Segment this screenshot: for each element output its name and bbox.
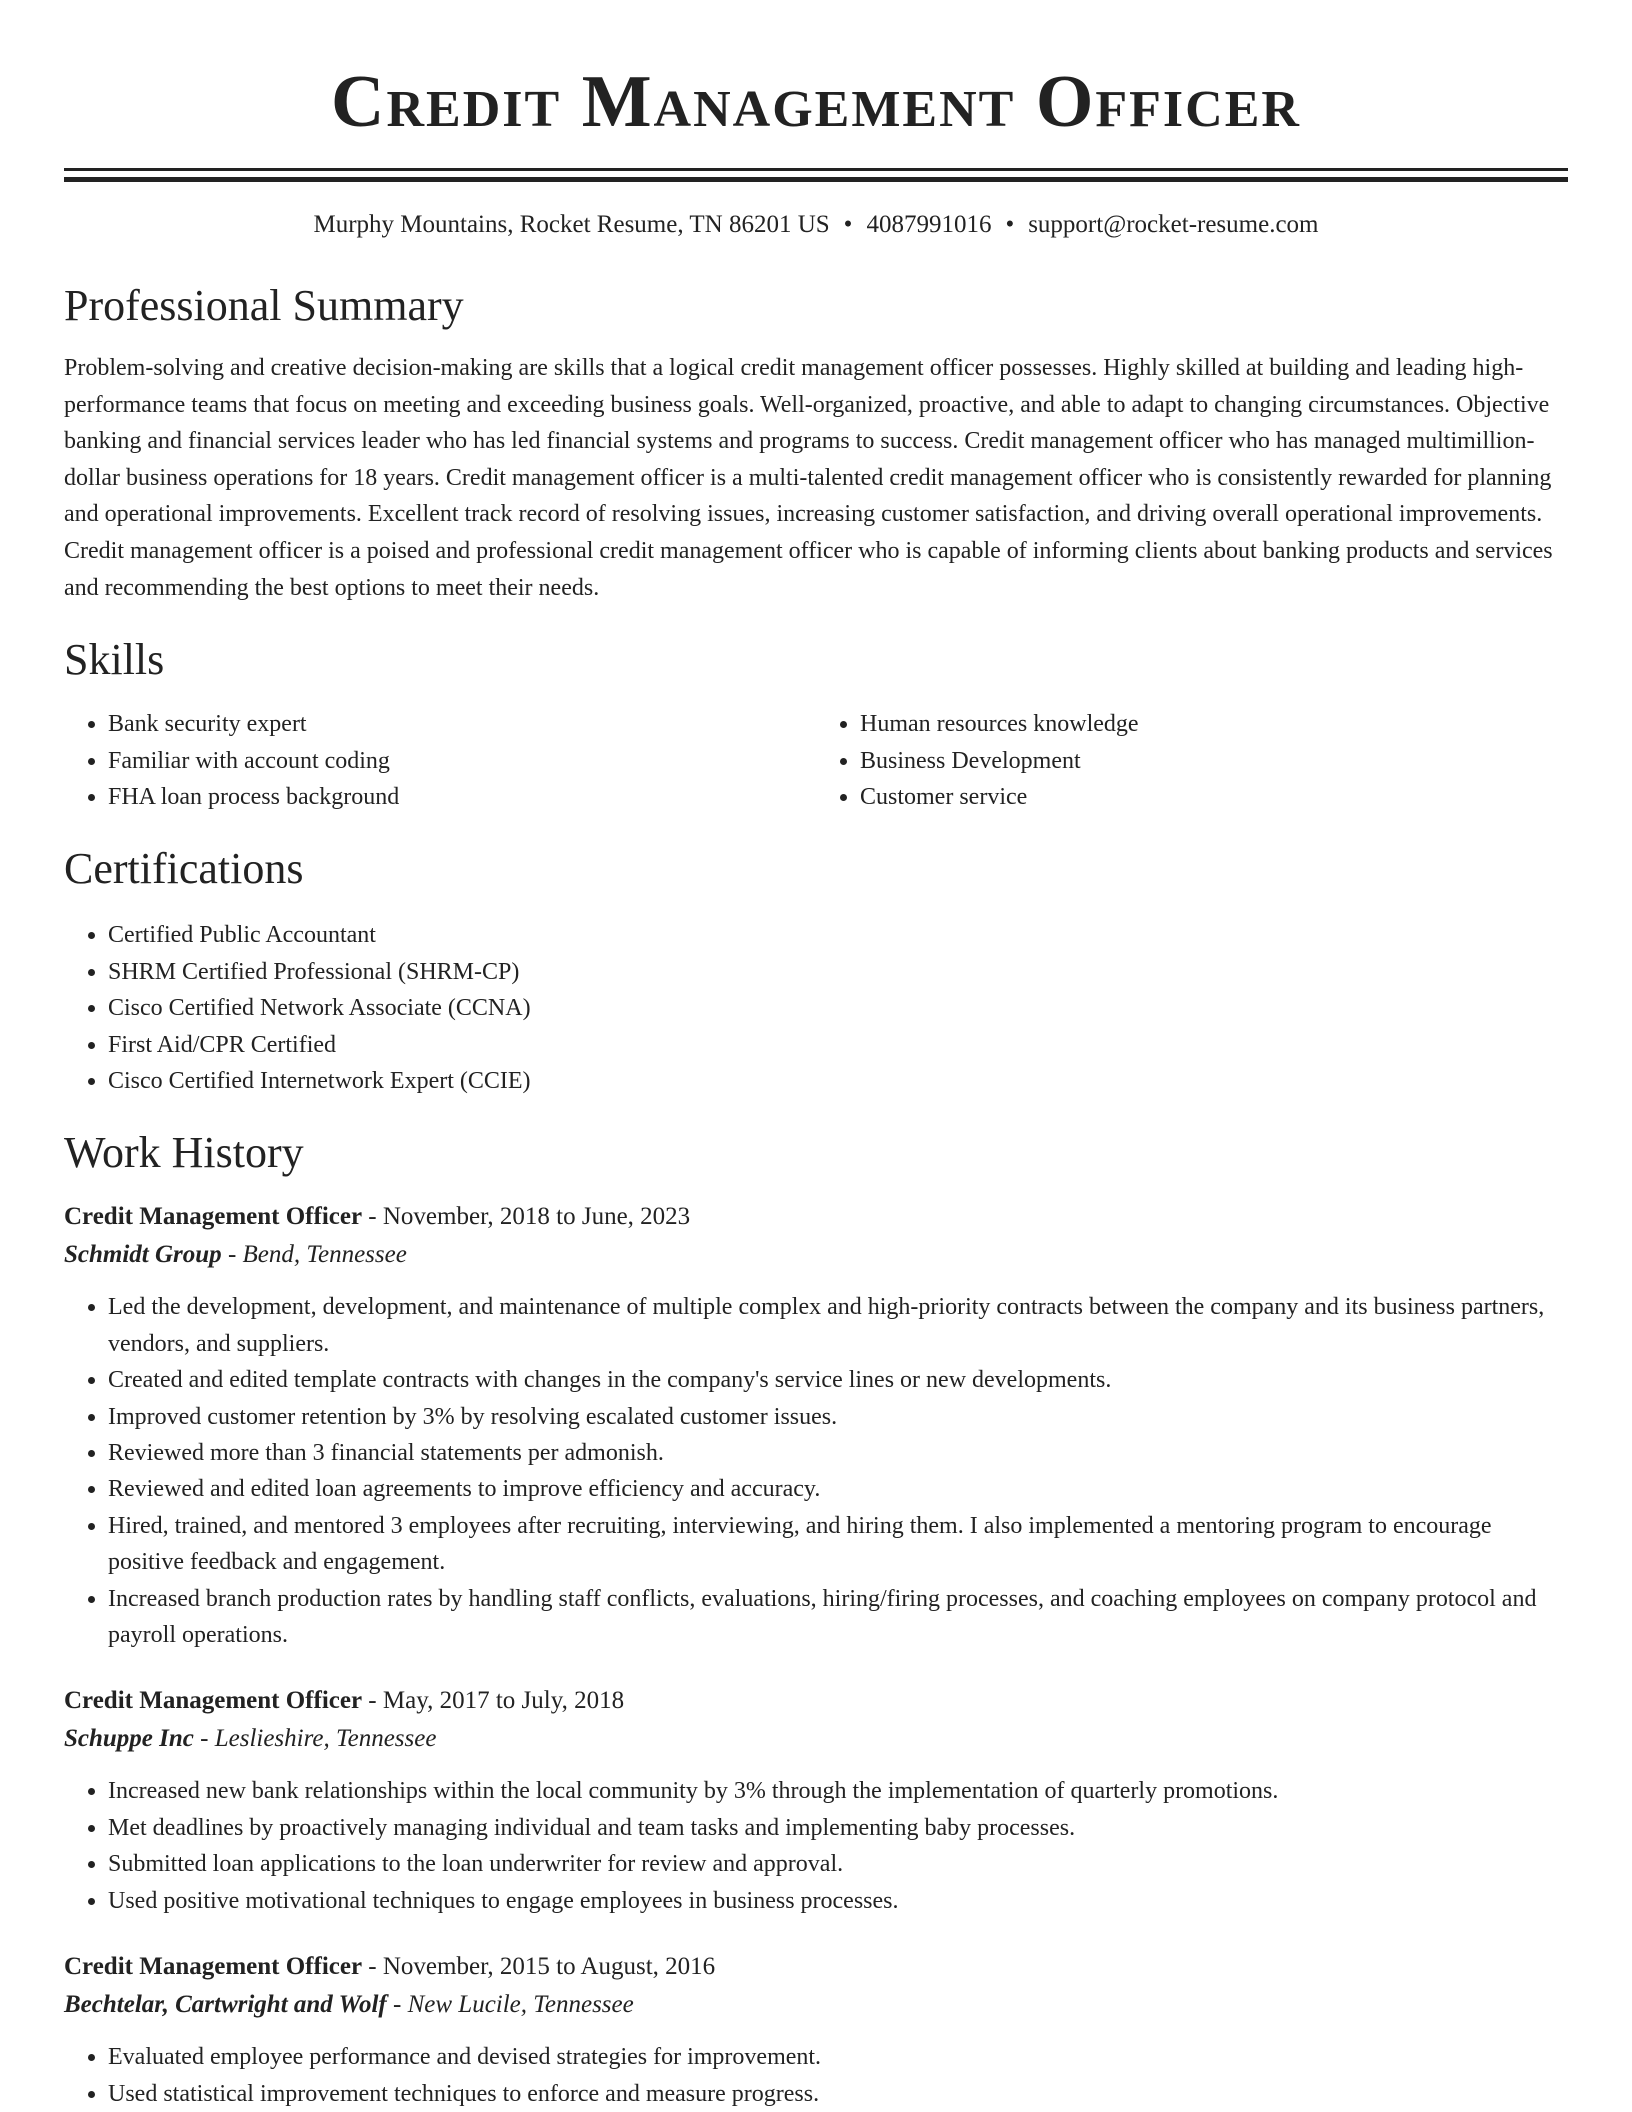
job-company: Schuppe Inc [64, 1725, 194, 1753]
job-company-line [64, 1985, 1568, 2025]
summary-text: Problem-solving and creative decision-making are skills that a logical credit management officer possesses. Highly skilled at building and leading high-performance teams that focus on meeting and exceeding business goals. Well-organized, proactive, and able to adapt to changing circumstances. Objective banking and financial services leader who has led financial systems and programs to success. Credit management officer who has managed multimillion-dollar business operations for 18 years. Credit management officer is a multi-talented credit management officer who is consistently rewarded for planning and operational improvements. Excellent track record of resolving issues, increasing customer satisfaction, and driving overall operational improvements. Credit management officer is a poised and professional credit management officer who is capable of informing clients about banking products and services and recommending the best options to meet their needs. [64, 355, 1553, 601]
summary-heading: Professional Summary [64, 281, 464, 330]
job-bullet: • Increased new bank relationships within the local community by 3% through the implementation of quarterly promotions. [108, 1773, 1568, 1809]
job-bullet: • Hired, trained, and mentored 3 employees after recruiting, interviewing, and hiring them. I also implemented a mentoring program to encourage positive feedback and engagement. [108, 1508, 1568, 1581]
certification-item: • Cisco Certified Network Associate (CCNA) [108, 990, 1568, 1026]
job-bullet: • Submitted loan applications to the loan underwriter for review and approval. [108, 1846, 1568, 1882]
job-dates: - November, 2015 to August, 2016 [362, 1953, 716, 1981]
skill-item: • Familiar with account coding [108, 743, 816, 779]
job-company: Bechtelar, Cartwright and Wolf [64, 1991, 387, 2019]
job-bullet: • Led the development, development, and maintenance of multiple complex and high-priority contracts between the company and its business partners, vendors, and suppliers. [108, 1289, 1568, 1362]
job-title-line [64, 1683, 1568, 1719]
job-role: Credit Management Officer [64, 1953, 363, 1981]
skill-item: • FHA loan process background [108, 779, 816, 815]
contact-separator: • [843, 211, 853, 238]
contact-email: support@rocket-resume.com [1028, 211, 1319, 238]
job-entry [64, 1683, 1568, 1919]
job-company-line [64, 1719, 1568, 1759]
job-bullet: • Increased branch production rates by handling staff conflicts, evaluations, hiring/firing processes, and coaching employees on company protocol and payroll operations. [108, 1581, 1568, 1654]
certifications-heading: Certifications [64, 844, 304, 894]
job-title-line [64, 1949, 1568, 1985]
certification-item: • First Aid/CPR Certified [108, 1027, 1568, 1063]
work-history-heading: Work History [64, 1128, 304, 1178]
job-bullet: • Met deadlines by proactively managing individual and team tasks and implementing baby processes. [108, 1810, 1568, 1846]
certifications-list [64, 917, 1568, 1099]
skill-item: • Human resources knowledge [860, 706, 1568, 742]
job-location: - New Lucile, Tennessee [386, 1991, 634, 2019]
header-rule-thick [64, 177, 1568, 182]
job-company-line [64, 1235, 1568, 1275]
job-location: - Bend, Tennessee [221, 1241, 407, 1269]
job-role: Credit Management Officer [64, 1203, 363, 1231]
skills-list-left [64, 706, 816, 815]
job-bullet: • Used positive motivational techniques to engage employees in business processes. [108, 1883, 1568, 1919]
contact-separator: • [1005, 211, 1015, 238]
skills-heading: Skills [64, 635, 165, 685]
skills-list-right [816, 706, 1568, 815]
job-bullet: • Reviewed and edited loan agreements to improve efficiency and accuracy. [108, 1471, 1568, 1507]
certification-item: • SHRM Certified Professional (SHRM-CP) [108, 954, 1568, 990]
job-bullets [64, 1289, 1568, 1653]
job-title-line [64, 1199, 1568, 1235]
job-bullets [64, 1773, 1568, 1919]
contact-phone: 4087991016 [866, 211, 992, 238]
job-dates: - November, 2018 to June, 2023 [362, 1203, 691, 1231]
job-location: - Leslieshire, Tennessee [193, 1725, 437, 1753]
job-role: Credit Management Officer [64, 1687, 363, 1715]
job-entry [64, 1949, 1568, 2112]
contact-line [64, 210, 1568, 240]
job-bullets [64, 2039, 1568, 2112]
certification-item: • Certified Public Accountant [108, 917, 1568, 953]
job-bullet: • Created and edited template contracts with changes in the company's service lines or new developments. [108, 1362, 1568, 1398]
certification-item: • Cisco Certified Internetwork Expert (CCIE) [108, 1063, 1568, 1099]
job-dates: - May, 2017 to July, 2018 [362, 1687, 625, 1715]
job-bullet: • Evaluated employee performance and devised strategies for improvement. [108, 2039, 1568, 2075]
job-entry [64, 1199, 1568, 1653]
resume-name: Credit Management Officer [331, 61, 1301, 143]
job-bullet: • Used statistical improvement techniques to enforce and measure progress. [108, 2076, 1568, 2112]
job-company: Schmidt Group [64, 1241, 222, 1269]
skill-item: • Business Development [860, 743, 1568, 779]
skills-columns [64, 706, 1568, 815]
job-bullet: • Improved customer retention by 3% by resolving escalated customer issues. [108, 1399, 1568, 1435]
contact-address: Murphy Mountains, Rocket Resume, TN 86201 US [313, 211, 830, 238]
header-rule-thin [64, 168, 1568, 171]
job-bullet: • Reviewed more than 3 financial statements per admonish. [108, 1435, 1568, 1471]
skill-item: • Customer service [860, 779, 1568, 815]
skill-item: • Bank security expert [108, 706, 816, 742]
